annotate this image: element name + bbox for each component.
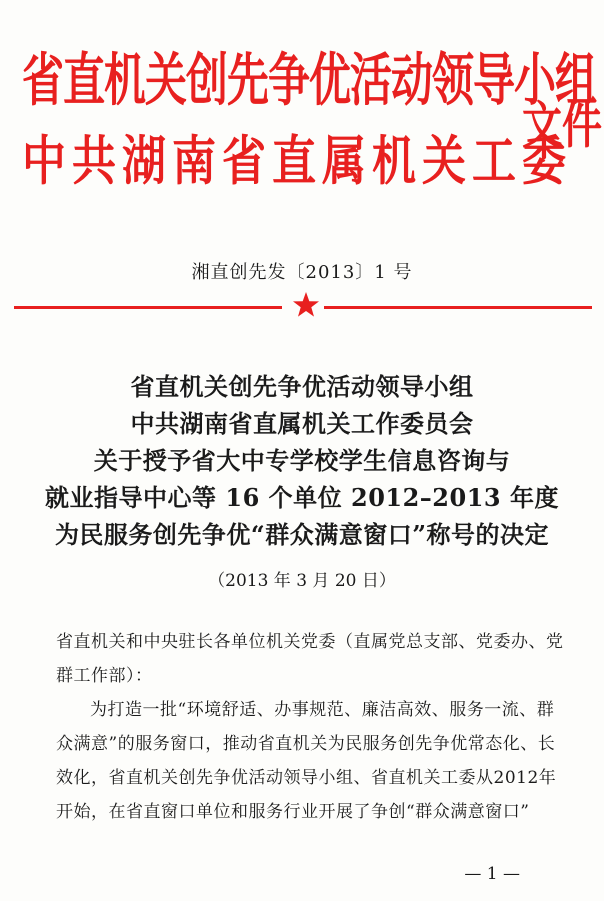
issuer-line-2: 中共湖南省直属机关工委 — [22, 131, 572, 193]
red-divider — [14, 300, 592, 314]
issuer-line-1: 省直机关创先争优活动领导小组 — [22, 46, 597, 113]
page-number: — 1 — — [464, 864, 520, 884]
body-paragraph: 为打造一批“环境舒适、办事规范、廉洁高效、服务一流、群众满意”的服务窗口，推动省直机关为民服务创先争优常态化、长效化，省直机关创先争优活动领导小组、省直机关工委从2012年开始，在省直窗口单位和服务行业开展了争创“群众满意窗口” — [56, 700, 557, 822]
title-line: 为民服务创先争优“群众满意窗口”称号的决定 — [54, 520, 550, 549]
document-body — [56, 625, 566, 829]
document-header — [0, 0, 604, 240]
document-date: （2013 年 3 月 20 日） — [208, 571, 396, 591]
title-line: 关于授予省大中专学校学生信息咨询与 — [93, 446, 511, 475]
red-star-icon — [292, 291, 320, 319]
divider-right-bar — [324, 306, 592, 309]
header-suffix: 文件 — [522, 97, 602, 155]
salutation: 省直机关和中央驻长各单位机关党委（直属党总支部、党委办、党群工作部）： — [56, 632, 564, 686]
title-line: 就业指导中心等 16 个单位 2012–2013 年度 — [45, 483, 559, 512]
document-title — [0, 368, 604, 553]
divider-left-bar — [14, 306, 282, 309]
title-line: 中共湖南省直属机关工作委员会 — [130, 409, 474, 438]
document-number: 湘直创先发〔2013〕1 号 — [191, 262, 413, 283]
title-line: 省直机关创先争优活动领导小组 — [130, 372, 474, 401]
